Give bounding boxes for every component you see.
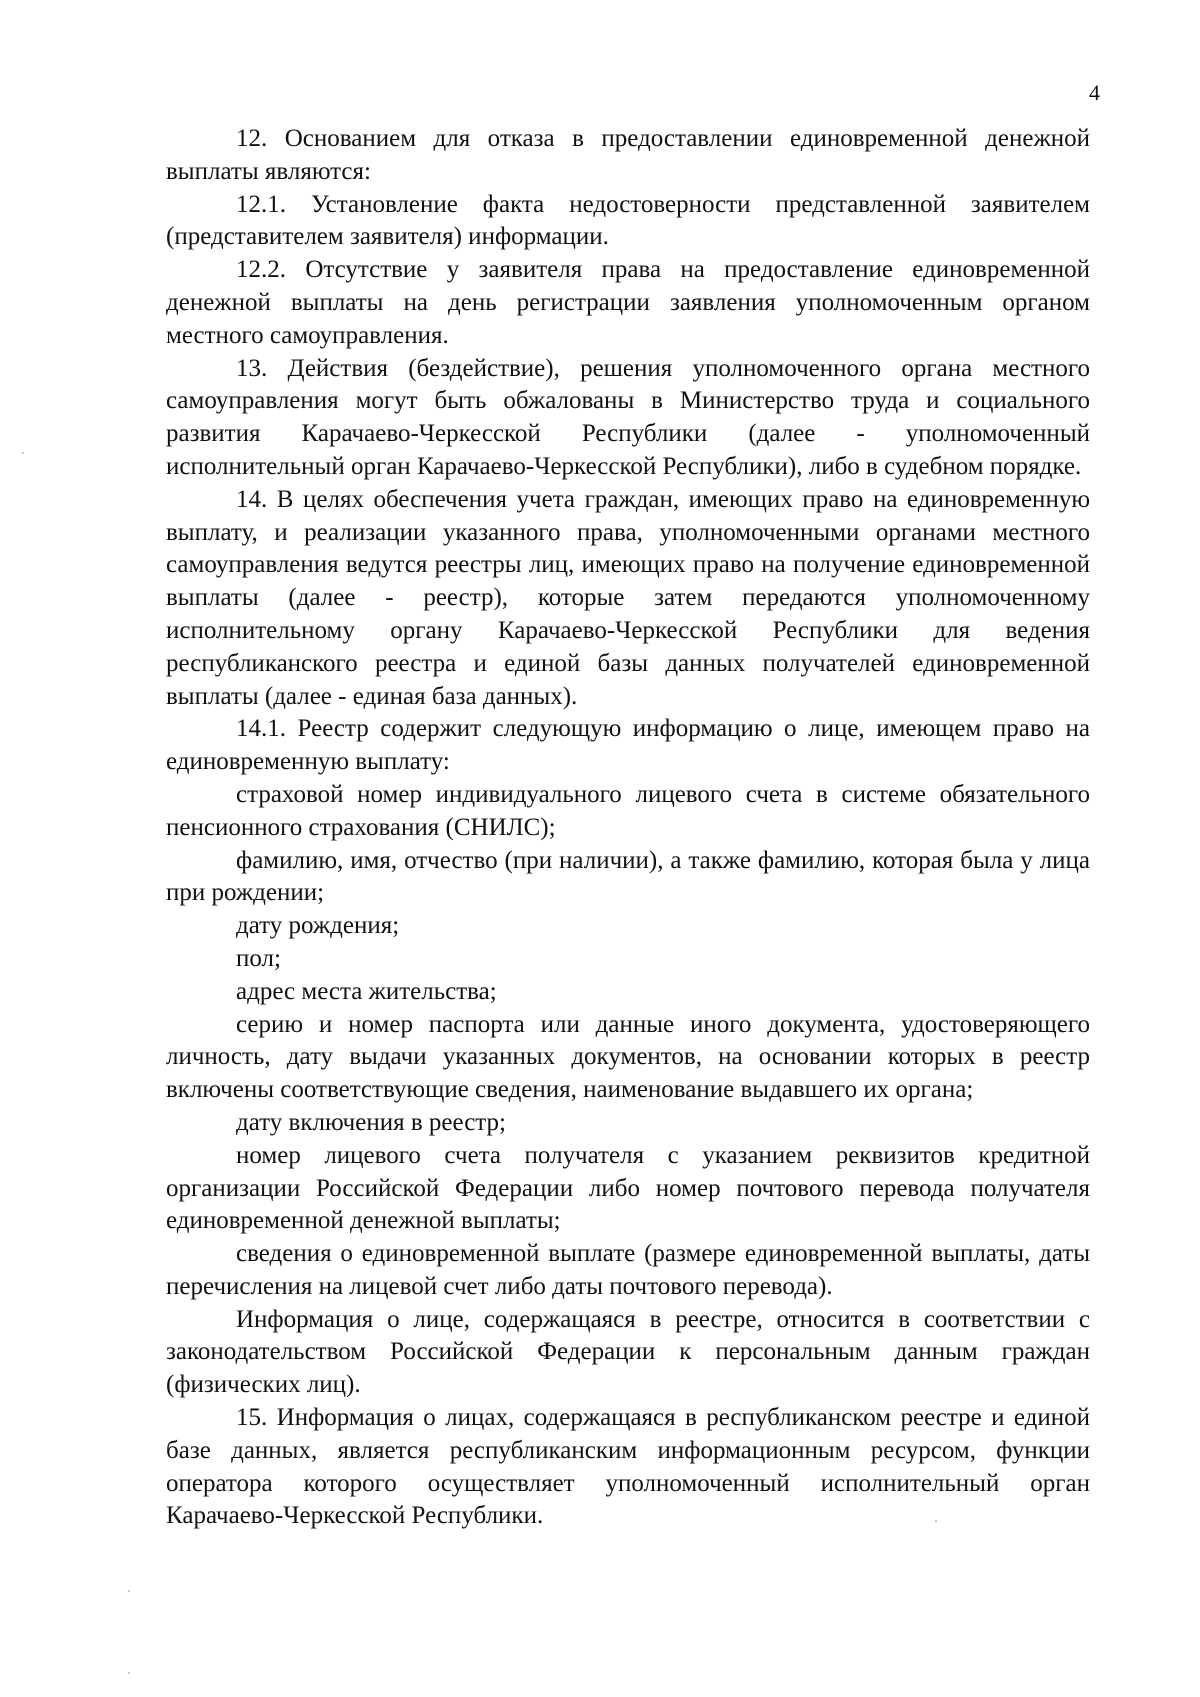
list-item-payment-info: сведения о единовременной выплате (размере единовременной выплаты, даты перечисления на лицевой счет либо даты почтового перевода). <box>166 1240 1090 1300</box>
paragraph-13: 13. Действия (бездействие), решения уполномоченного органа местного самоуправления могут быть обжалованы в Министерство труда и социального развития Карачаево-Черкесской Республики (далее - уполномоченный исполнительный орган Карачаево-Черкесской Республики), либо в судебном порядке. <box>166 354 1090 480</box>
list-item-inclusion-date: дату включения в реестр; <box>236 1108 506 1136</box>
document-body <box>166 123 1090 1533</box>
paragraph-12-2: 12.2. Отсутствие у заявителя права на предоставление единовременной денежной выплаты на день регистрации заявления уполномоченным органом местного самоуправления. <box>166 256 1090 349</box>
list-item-passport: серию и номер паспорта или данные иного документа, удостоверяющего личность, дату выдачи указанных документов, на основании которых в реестр включены соответствующие сведения, наименование выдавшего их органа; <box>166 1010 1090 1104</box>
scan-speck <box>128 1590 130 1592</box>
scan-speck <box>22 452 24 454</box>
paragraph-12-1: 12.1. Установление факта недостоверности представленной заявителем (представителем заявителя) информации. <box>166 190 1090 251</box>
paragraph-personal-data: Информация о лице, содержащаяся в реестре, относится в соответствии с законодательством Российской Федерации к персональным данным граждан (физических лиц). <box>166 1305 1090 1399</box>
list-item-address: адрес места жительства; <box>236 977 497 1005</box>
list-item-birth-date: дату рождения; <box>236 912 400 940</box>
paragraph-14-1: 14.1. Реестр содержит следующую информацию о лице, имеющем право на единовременную выплату: <box>166 715 1090 776</box>
paragraph-12: 12. Основанием для отказа в предоставлении единовременной денежной выплаты являются: <box>166 125 1090 185</box>
scan-speck <box>935 1520 937 1522</box>
scan-speck <box>128 1672 130 1674</box>
paragraph-14: 14. В целях обеспечения учета граждан, имеющих право на единовременную выплату, и реализации указанного права, уполномоченными органами местного самоуправления ведутся реестры лиц, имеющих право на получение единовременной выплаты (далее - реестр), которые затем передаются уполномоченному исполнительному органу Карачаево-Черкесской Республики для ведения республиканского реестра и единой базы данных получателей единовременной выплаты (далее - единая база данных). <box>166 485 1090 710</box>
list-item-snils: страховой номер индивидуального лицевого счета в системе обязательного пенсионного страхования (СНИЛС); <box>166 780 1090 841</box>
page-number: 4 <box>1089 80 1100 105</box>
list-item-full-name: фамилию, имя, отчество (при наличии), а также фамилию, которая была у лица при рождении; <box>166 846 1090 907</box>
list-item-account-number: номер лицевого счета получателя с указанием реквизитов кредитной организации Российской Федерации либо номер почтового перевода получателя единовременной денежной выплаты; <box>166 1141 1090 1235</box>
paragraph-15: 15. Информация о лицах, содержащаяся в республиканском реестре и единой базе данных, является республиканским информационным ресурсом, функции оператора которого осуществляет уполномоченный исполнительный орган Карачаево-Черкесской Республики. <box>166 1404 1090 1530</box>
list-item-sex: пол; <box>236 944 281 972</box>
